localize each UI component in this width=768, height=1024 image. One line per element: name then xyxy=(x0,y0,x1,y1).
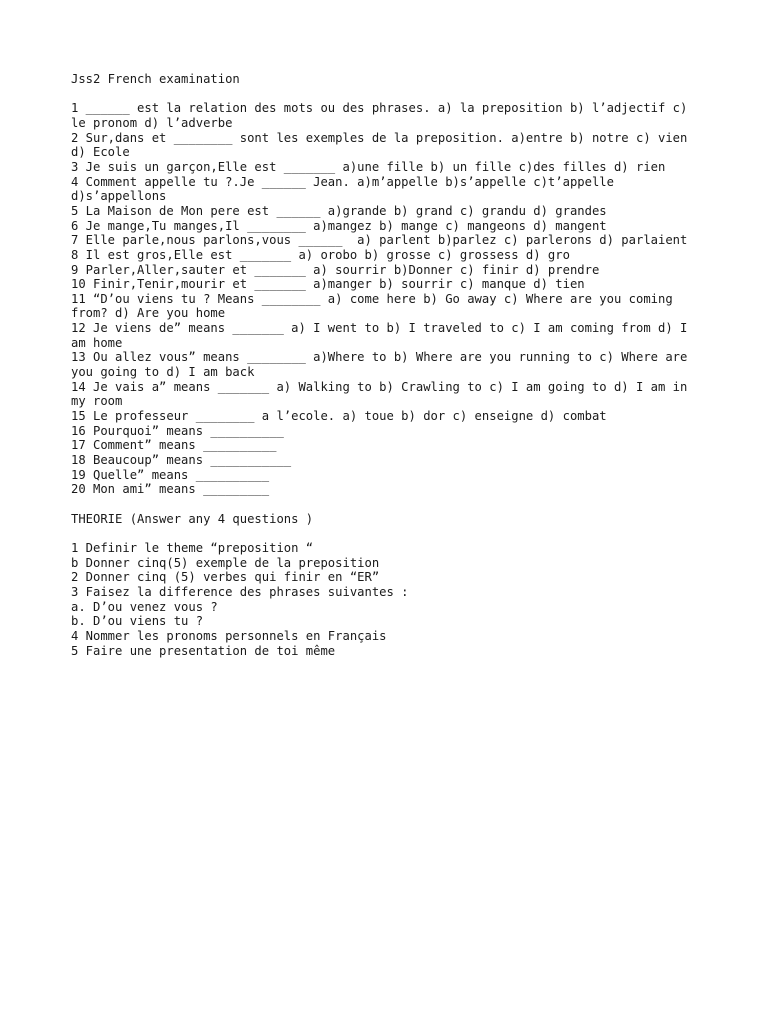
question-5: 5 La Maison de Mon pere est ______ a)grande b) grand c) grandu d) grandes xyxy=(71,203,607,218)
theory-heading: THEORIE (Answer any 4 questions ) xyxy=(71,511,314,526)
question-9: 9 Parler,Aller,sauter et _______ a) sourrir b)Donner c) finir d) prendre xyxy=(71,262,600,277)
objective-section xyxy=(71,101,701,497)
theory-item: 2 Donner cinq (5) verbes qui finir en “ER” xyxy=(71,570,380,585)
theory-item: 3 Faisez la difference des phrases suivantes : xyxy=(71,584,409,599)
theory-item: 1 Definir le theme “preposition “ xyxy=(71,540,314,555)
theory-item: b. D’ou viens tu ? xyxy=(71,614,204,629)
question-11: 11 “D’ou viens tu ? Means ________ a) come here b) Go away c) Where are you coming from? d) Are you home xyxy=(71,291,681,321)
question-20: 20 Mon ami” means _________ xyxy=(71,482,270,497)
question-18: 18 Beaucoup” means ___________ xyxy=(71,453,292,468)
question-8: 8 Il est gros,Elle est _______ a) orobo b) grosse c) grossess d) gro xyxy=(71,247,570,262)
theory-item: 4 Nommer les pronoms personnels en Français xyxy=(71,628,387,643)
theory-item: b Donner cinq(5) exemple de la preposition xyxy=(71,555,380,570)
question-13: 13 Ou allez vous” means ________ a)Where to b) Where are you running to c) Where are you going to d) I am back xyxy=(71,350,695,380)
question-3: 3 Je suis un garçon,Elle est _______ a)une fille b) un fille c)des filles d) rien xyxy=(71,159,666,174)
question-15: 15 Le professeur ________ a l’ecole. a) toue b) dor c) enseigne d) combat xyxy=(71,409,607,424)
question-10: 10 Finir,Tenir,mourir et _______ a)manger b) sourrir c) manque d) tien xyxy=(71,277,585,292)
question-17: 17 Comment” means __________ xyxy=(71,438,277,453)
theory-item: a. D’ou venez vous ? xyxy=(71,599,218,614)
question-14: 14 Je vais a” means _______ a) Walking to b) Crawling to c) I am going to d) I am in my room xyxy=(71,379,695,409)
question-1: 1 ______ est la relation des mots ou des phrases. a) la preposition b) l’adjectif c) le pronom d) l’adverbe xyxy=(71,101,695,130)
spacer xyxy=(71,87,701,102)
question-4: 4 Comment appelle tu ?.Je ______ Jean. a)m’appelle b)s’appelle c)t’appelle d)s’appellons xyxy=(71,174,622,204)
spacer xyxy=(71,497,701,512)
question-19: 19 Quelle” means __________ xyxy=(71,467,270,482)
document-title: Jss2 French examination xyxy=(71,72,240,86)
theory-item: 5 Faire une presentation de toi même xyxy=(71,643,336,658)
exam-document xyxy=(71,72,701,658)
question-12: 12 Je viens de” means _______ a) I went to b) I traveled to c) I am coming from d) I am home xyxy=(71,321,695,350)
question-2: 2 Sur,dans et ________ sont les exemples de la preposition. a)entre b) notre c) vien d) Ecole xyxy=(71,130,695,160)
question-6: 6 Je mange,Tu manges,Il ________ a)mangez b) mange c) mangeons d) mangent xyxy=(71,218,607,233)
spacer xyxy=(71,526,701,541)
question-7: 7 Elle parle,nous parlons,vous ______ a) parlent b)parlez c) parlerons d) parlaient xyxy=(71,233,688,248)
question-16: 16 Pourquoi” means __________ xyxy=(71,423,284,438)
theory-section xyxy=(71,541,701,658)
